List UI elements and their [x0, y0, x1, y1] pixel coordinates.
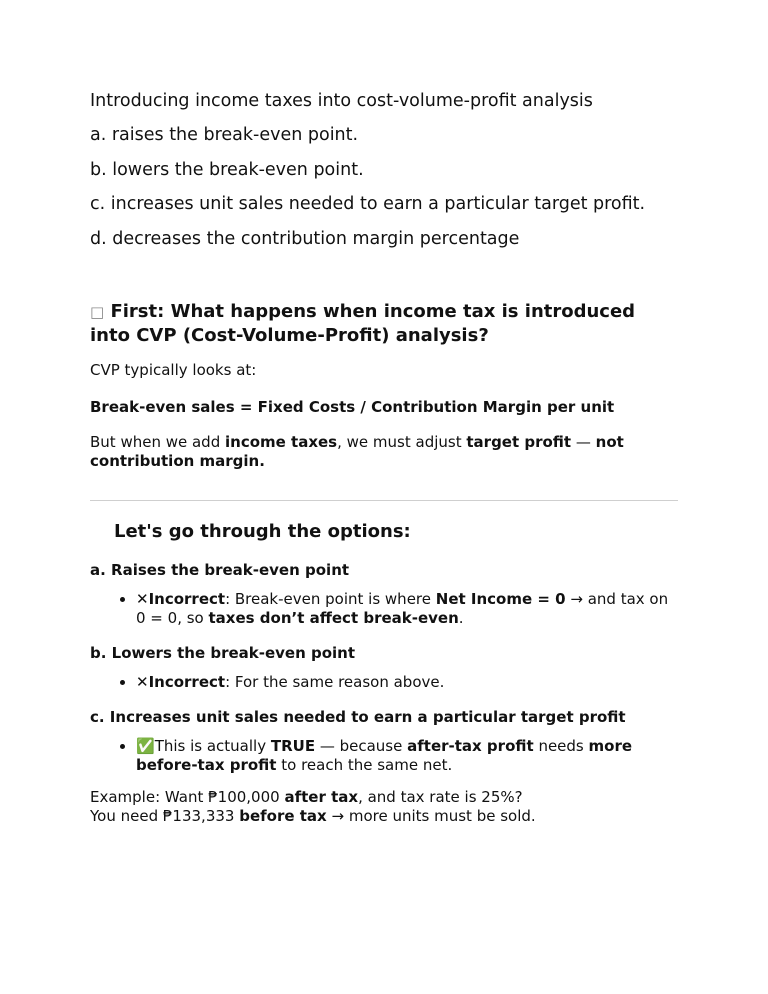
item-text: — because — [315, 737, 408, 755]
tax-note — [90, 433, 680, 471]
item-bold: after-tax profit — [407, 737, 534, 755]
option-d: d. decreases the contribution margin percentage — [90, 228, 520, 249]
example-text: You need ₱133,333 — [90, 807, 240, 825]
list-item — [136, 673, 680, 692]
item-bold: taxes don’t affect break-even — [208, 609, 459, 627]
question-block — [90, 90, 710, 262]
options-section — [90, 520, 680, 826]
tax-note-bold: income taxes — [225, 433, 338, 451]
question-stem: Introducing income taxes into cost-volume-profit analysis — [90, 91, 593, 111]
option-a-list — [90, 590, 680, 628]
option-c: c. increases unit sales needed to earn a particular target profit. — [90, 194, 646, 214]
option-b-list — [90, 673, 680, 692]
intro-section — [90, 300, 680, 471]
item-text: : Break-even point is where — [225, 590, 436, 608]
list-item — [136, 737, 680, 775]
tax-note-bold: target profit — [466, 433, 572, 451]
list-item — [136, 590, 680, 628]
item-text: to reach the same net. — [276, 756, 453, 774]
intro-text: CVP typically looks at: — [90, 361, 257, 379]
item-bold: TRUE — [270, 737, 316, 755]
formula-text: Break-even sales = Fixed Costs / Contribution Margin per unit — [90, 398, 615, 416]
box-icon: □ — [90, 303, 105, 321]
item-text: : For the same reason above. — [225, 673, 445, 691]
option-b-heading: b. Lowers the break-even point — [90, 644, 356, 662]
option-b: b. lowers the break-even point. — [90, 159, 364, 180]
intro-heading-text: First: What happens when income tax is introduced into CVP (Cost-Volume-Profit) analysis? — [90, 301, 636, 346]
example-bold: before tax — [239, 807, 327, 825]
options-title: Let's go through the options: — [114, 521, 411, 542]
item-bold: more before-tax profit — [136, 737, 633, 774]
cross-icon: ✕Incorrect — [136, 673, 226, 691]
divider — [90, 500, 678, 501]
option-a: a. raises the break-even point. — [90, 125, 359, 145]
option-c-heading: c. Increases unit sales needed to earn a particular target profit — [90, 708, 626, 726]
check-icon: ✅ — [136, 737, 155, 755]
item-text: . — [458, 609, 464, 627]
item-text: needs — [533, 737, 589, 755]
item-text: This is actually — [154, 737, 271, 755]
intro-heading — [90, 300, 680, 347]
example-bold: after tax — [284, 788, 359, 806]
tax-note-text: , we must adjust — [337, 433, 467, 451]
example-line-2 — [90, 807, 680, 826]
tax-note-bold: not contribution margin. — [90, 433, 624, 470]
option-a-heading: a. Raises the break-even point — [90, 561, 350, 579]
item-bold: Net Income = 0 — [435, 590, 566, 608]
example-text: Example: Want ₱100,000 — [90, 788, 285, 806]
item-text: → and tax on 0 = 0, so — [136, 590, 669, 627]
cross-icon: ✕Incorrect — [136, 590, 226, 608]
tax-note-text: But when we add — [90, 433, 225, 451]
example-text: , and tax rate is 25%? — [358, 788, 523, 806]
tax-note-text: — — [571, 433, 596, 451]
option-c-list — [90, 737, 680, 775]
example-line-1 — [90, 788, 680, 807]
example-text: → more units must be sold. — [326, 807, 536, 825]
